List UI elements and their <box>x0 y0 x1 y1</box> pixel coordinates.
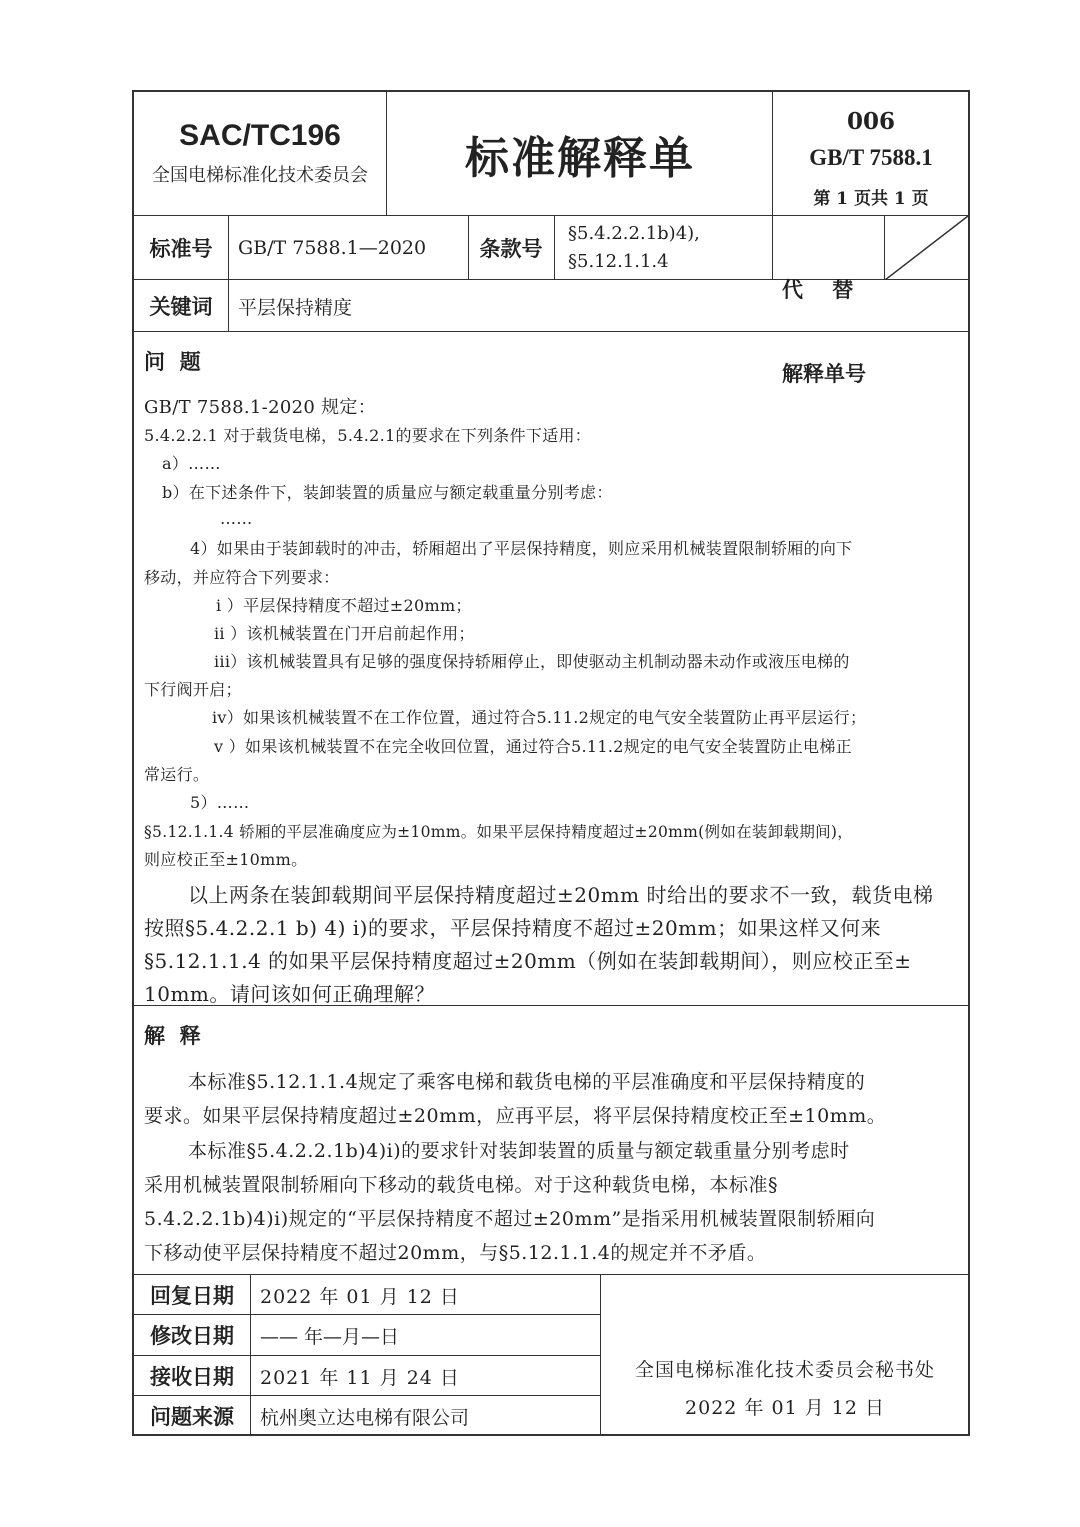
interpretation-form <box>132 90 970 1436</box>
org-code: SAC/TC196 <box>179 119 341 152</box>
doc-title: 标准解释单 <box>465 133 695 184</box>
source-label: 问题来源 <box>150 1405 234 1429</box>
question-line: 4）如果由于装卸载时的冲击，轿厢超出了平层保持精度，则应采用机械装置限制轿厢的向下 <box>190 539 853 558</box>
keyword-value: 平层保持精度 <box>238 296 353 319</box>
reply-date-label: 回复日期 <box>150 1284 234 1308</box>
divider <box>772 92 773 216</box>
question-line: 则应校正至±10mm。 <box>144 850 308 869</box>
standard-no-value: GB/T 7588.1—2020 <box>238 237 427 259</box>
page-info: 第 1 页共 1 页 <box>813 188 929 209</box>
divider <box>386 92 387 216</box>
standard-no-label: 标准号 <box>149 237 213 261</box>
divider <box>554 216 555 280</box>
explanation-line: 下移动使平层保持精度不超过20mm，与§5.12.1.1.4的规定并不矛盾。 <box>144 1242 767 1264</box>
explanation-line: 要求。如果平层保持精度超过±20mm，应再平层，将平层保持精度校正至±10mm。 <box>144 1105 887 1127</box>
doc-number: 006 <box>846 107 895 135</box>
question-line: ii ）该机械装置在门开启前起作用； <box>214 624 475 643</box>
question-paragraph: §5.12.1.1.4 的如果平层保持精度超过±20mm（例如在装卸载期间），则应校正至± <box>144 949 912 973</box>
question-line: v ）如果该机械装置不在完全收回位置，通过符合5.11.2规定的电气安全装置防止电梯正 <box>214 737 852 756</box>
question-line: 5.4.2.2.1 对于载货电梯，5.4.2.1的要求在下列条件下适用： <box>144 426 592 445</box>
modify-date-value: —— 年—月—日 <box>260 1325 400 1348</box>
explanation-line: 5.4.2.2.1b)4)i)规定的“平层保持精度不超过±20mm”是指采用机械装置限制轿厢向 <box>144 1208 876 1230</box>
question-line: …… <box>220 509 253 528</box>
receive-date-value: 2021 年 11 月 24 日 <box>260 1366 460 1389</box>
question-line: 移动，并应符合下列要求： <box>144 568 340 587</box>
question-line: b）在下述条件下，装卸装置的质量应与额定载重量分别考虑： <box>162 483 613 502</box>
divider <box>228 216 229 332</box>
question-line: i ）平层保持精度不超过±20mm； <box>216 596 472 615</box>
question-line: §5.12.1.1.4 轿厢的平层准确度应为±10mm。如果平层保持精度超过±20mm(例如在装卸载期间)， <box>144 823 854 841</box>
clause-label: 条款号 <box>479 237 543 261</box>
question-line: 5）…… <box>190 793 250 812</box>
explanation-line: 本标准§5.4.2.2.1b)4)i)的要求针对装卸装置的质量与额定载重量分别考虑时 <box>188 1140 850 1162</box>
issuer: 全国电梯标准化技术委员会秘书处 <box>634 1358 935 1381</box>
question-line: iv）如果该机械装置不在工作位置，通过符合5.11.2规定的电气安全装置防止再平层运行； <box>212 708 867 727</box>
explanation-line: 本标准§5.12.1.1.4规定了乘客电梯和载货电梯的平层准确度和平层保持精度的 <box>188 1071 866 1093</box>
question-paragraph: 10mm。请问该如何正确理解？ <box>144 982 435 1006</box>
reply-date-value: 2022 年 01 月 12 日 <box>260 1285 460 1308</box>
org-name: 全国电梯标准化技术委员会 <box>152 165 368 186</box>
clause-value <box>568 220 772 276</box>
standard-number: GB/T 7588.1 <box>809 145 933 170</box>
modify-date-label: 修改日期 <box>150 1324 234 1348</box>
question-paragraph: 以上两条在装卸载期间平层保持精度超过±20mm 时给出的要求不一致，载货电梯 <box>188 883 934 907</box>
question-paragraph: 按照§5.4.2.2.1 b) 4) i)的要求，平层保持精度不超过±20mm；如果这样又何来 <box>144 916 882 940</box>
question-heading: 问 题 <box>144 350 201 374</box>
explanation-heading: 解 释 <box>144 1024 201 1048</box>
empty-cell-slash <box>885 216 969 280</box>
source-value: 杭州奥立达电梯有限公司 <box>260 1406 470 1429</box>
keyword-label: 关键词 <box>149 295 213 319</box>
question-line: GB/T 7588.1-2020 规定： <box>144 397 376 418</box>
question-line: 常运行。 <box>144 765 210 784</box>
question-line: iii）该机械装置具有足够的强度保持轿厢停止，即使驱动主机制动器未动作或液压电梯的 <box>214 652 850 671</box>
question-line: 下行阀开启； <box>144 680 242 699</box>
divider <box>600 1275 601 1436</box>
clause-line: §5.12.1.1.4 <box>568 251 669 272</box>
divider <box>772 216 773 280</box>
replace-label: 代 替 解释单号 <box>782 278 866 386</box>
divider <box>134 1005 968 1006</box>
question-line: a）…… <box>162 454 221 473</box>
clause-line: §5.4.2.2.1b)4), <box>568 223 700 244</box>
issue-date: 2022 年 01 月 12 日 <box>685 1396 885 1419</box>
explanation-line: 采用机械装置限制轿厢向下移动的载货电梯。对于这种载货电梯，本标准§ <box>144 1174 779 1196</box>
receive-date-label: 接收日期 <box>150 1365 234 1389</box>
